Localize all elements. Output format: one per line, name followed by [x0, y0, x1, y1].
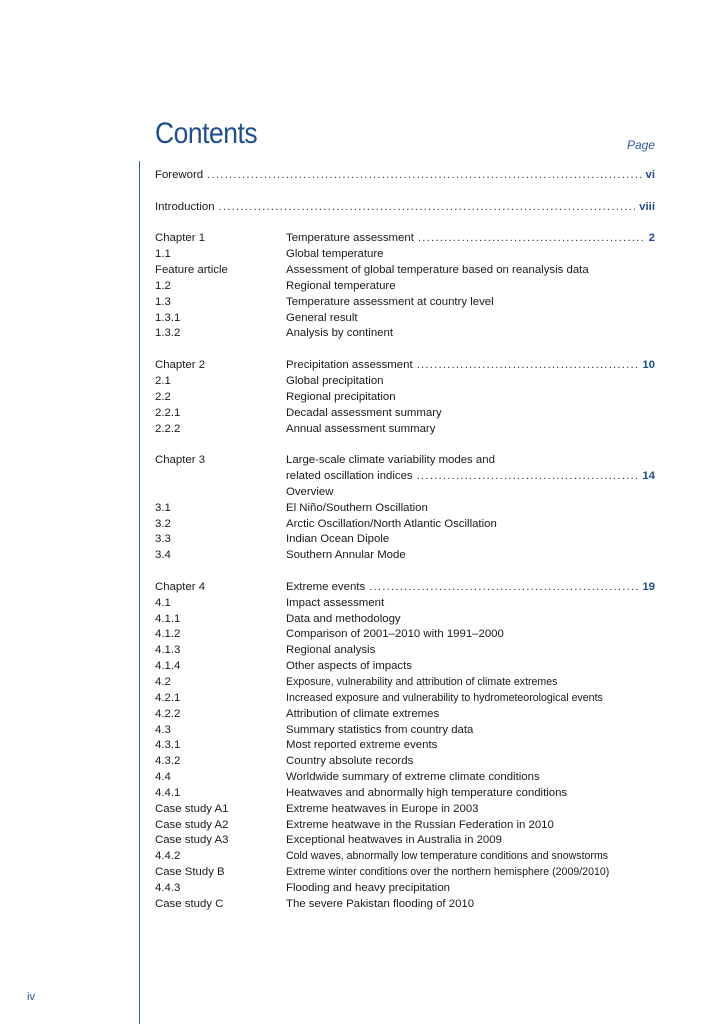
toc-section-number: 3.2	[155, 517, 171, 530]
toc-section-number: 4.4.1	[155, 786, 181, 799]
toc-chapter-title: Extreme events	[286, 580, 366, 593]
toc-section-entry[interactable]	[155, 311, 655, 327]
toc-page-number: viii	[639, 200, 655, 213]
toc-section-title: Extreme heatwaves in Europe in 2003	[286, 802, 479, 815]
toc-chapter-title: Precipitation assessment	[286, 359, 413, 372]
toc-section-number: 4.1.3	[155, 644, 181, 657]
folio-page-number: iv	[27, 991, 35, 1003]
dot-leader	[219, 200, 636, 216]
toc-section-number: 3.3	[155, 533, 171, 546]
toc-section-entry[interactable]	[155, 675, 655, 691]
toc-section-title: The severe Pakistan flooding of 2010	[286, 897, 475, 910]
toc-section-title: Temperature assessment at country level	[286, 295, 494, 308]
toc-section-entry[interactable]	[155, 786, 655, 802]
toc-section-entry[interactable]	[155, 485, 655, 501]
margin-rule	[139, 161, 140, 1024]
toc-section-entry[interactable]	[155, 897, 655, 913]
toc-section-entry[interactable]	[155, 770, 655, 786]
chapter-list	[155, 231, 655, 912]
toc-page-number: 2	[648, 232, 655, 245]
toc-section-entry[interactable]	[155, 707, 655, 723]
toc-section-entry[interactable]	[155, 422, 655, 438]
toc-section-title: General result	[286, 311, 358, 324]
toc-page-number: vi	[645, 169, 655, 181]
toc-chapter-heading-continued[interactable]	[155, 469, 655, 485]
toc-section-number: 4.4.3	[155, 881, 181, 894]
toc-section-number: Case study A1	[155, 802, 229, 815]
toc-section-entry[interactable]	[155, 295, 655, 311]
toc-section-number: 2.2	[155, 390, 171, 403]
toc-page-number: 19	[642, 580, 655, 593]
toc-chapter-number: Chapter 2	[155, 359, 206, 372]
toc-section-title: Other aspects of impacts	[286, 660, 412, 673]
dot-leader	[417, 469, 639, 485]
toc-section-title: Regional precipitation	[286, 390, 396, 403]
dot-leader	[418, 231, 645, 247]
toc-section-number: 3.4	[155, 549, 171, 562]
toc-section-entry[interactable]	[155, 596, 655, 612]
toc-section-entry[interactable]	[155, 548, 655, 564]
toc-section-number: 4.1.1	[155, 612, 181, 625]
toc-section-title: Decadal assessment summary	[286, 406, 442, 419]
toc-section-number: 1.3.2	[155, 327, 181, 340]
toc-section-entry[interactable]	[155, 643, 655, 659]
toc-section-title: Global temperature	[286, 248, 384, 261]
toc-section-number: 4.3.2	[155, 755, 181, 768]
toc-section-entry[interactable]	[155, 374, 655, 390]
toc-section-number: 4.4	[155, 771, 171, 784]
toc-section-number: 3.1	[155, 501, 171, 514]
toc-section-number: 1.3	[155, 295, 171, 308]
toc-section-title: Impact assessment	[286, 596, 385, 609]
toc-section-entry[interactable]	[155, 865, 655, 881]
toc-section-number: 4.1.4	[155, 660, 181, 673]
toc-section-entry[interactable]	[155, 754, 655, 770]
toc-section-entry[interactable]	[155, 691, 655, 707]
toc-section-entry[interactable]	[155, 881, 655, 897]
toc-chapter-title-line	[286, 358, 655, 374]
toc-section-title: Southern Annular Mode	[286, 549, 406, 562]
toc-section-entry[interactable]	[155, 501, 655, 517]
toc-entry-introduction[interactable]	[155, 200, 655, 216]
toc-section-title: Comparison of 2001–2010 with 1991–2000	[286, 628, 504, 641]
toc-section-entry[interactable]	[155, 627, 655, 643]
toc-section-title: Extreme winter conditions over the northern hemisphere (2009/2010)	[286, 866, 610, 879]
toc-section-entry[interactable]	[155, 406, 655, 422]
toc-section-number: 2.2.1	[155, 406, 181, 419]
toc-section-title: Regional temperature	[286, 279, 396, 292]
page-column-label: Page	[626, 138, 655, 152]
toc-chapter-title: Temperature assessment	[286, 232, 414, 245]
toc-section-entry[interactable]	[155, 818, 655, 834]
toc-section-number: 1.2	[155, 279, 171, 292]
toc-entry-title: Introduction	[155, 200, 215, 213]
toc-section-title: El Niño/Southern Oscillation	[286, 501, 428, 514]
toc-page-number: 14	[642, 470, 655, 483]
toc-entry-foreword[interactable]	[155, 168, 655, 184]
toc-section-title: Summary statistics from country data	[286, 723, 474, 736]
toc-chapter-title-line	[286, 469, 655, 485]
toc-section-number: 4.3	[155, 723, 171, 736]
toc-section-entry[interactable]	[155, 390, 655, 406]
toc-section-number: Case Study B	[155, 866, 225, 879]
toc-section-number: 2.2.2	[155, 422, 181, 435]
toc-section-number: Case study C	[155, 897, 224, 910]
toc-section-title: Cold waves, abnormally low temperature conditions and snowstorms	[286, 850, 609, 863]
toc-section-number: 4.1	[155, 596, 171, 609]
toc-section-entry[interactable]	[155, 532, 655, 548]
toc-section-number: 4.4.2	[155, 850, 181, 863]
toc-section-title: Exceptional heatwaves in Australia in 2009	[286, 834, 502, 847]
toc-section-title: Indian Ocean Dipole	[286, 533, 390, 546]
toc-section-number: 1.3.1	[155, 311, 181, 324]
toc-chapter-heading[interactable]	[155, 580, 655, 596]
toc-chapter-heading[interactable]	[155, 358, 655, 374]
toc-section-number: 4.3.1	[155, 739, 181, 752]
toc-chapter-title-line	[286, 580, 655, 596]
page-title: Contents	[155, 117, 258, 150]
toc-chapter-number: Chapter 1	[155, 232, 206, 245]
toc-section-entry[interactable]	[155, 517, 655, 533]
toc-section-entry[interactable]	[155, 659, 655, 675]
toc-section-number: 1.1	[155, 248, 171, 261]
toc-section-title: Worldwide summary of extreme climate conditions	[286, 771, 540, 784]
toc-section-title: Flooding and heavy precipitation	[286, 881, 451, 894]
toc-section-entry[interactable]	[155, 247, 655, 263]
toc-section-entry[interactable]	[155, 279, 655, 295]
toc-section-number: Case study A2	[155, 818, 229, 831]
toc-section-title: Analysis by continent	[286, 327, 394, 340]
dot-leader	[417, 358, 639, 374]
toc-chapter-heading[interactable]	[155, 231, 655, 247]
toc-section-title: Extreme heatwave in the Russian Federation in 2010	[286, 818, 554, 831]
toc-section-entry[interactable]	[155, 802, 655, 818]
toc-entry-title: Foreword	[155, 169, 204, 181]
dot-leader	[369, 580, 638, 596]
toc-section-number: 4.2.1	[155, 691, 181, 704]
dot-leader	[207, 168, 641, 184]
toc-section-title: Assessment of global temperature based on reanalysis data	[286, 264, 589, 277]
toc-section-number: 4.2	[155, 676, 171, 688]
toc-section-title: Heatwaves and abnormally high temperature conditions	[286, 786, 568, 799]
toc-section-entry[interactable]	[155, 833, 655, 849]
toc-section-entry[interactable]	[155, 738, 655, 754]
toc-section-entry[interactable]	[155, 263, 655, 279]
toc-section-title: Attribution of climate extremes	[286, 707, 440, 720]
toc-chapter-title: related oscillation indices	[286, 470, 413, 483]
toc-section-entry[interactable]	[155, 723, 655, 739]
toc-section-title: Exposure, vulnerability and attribution of climate extremes	[286, 676, 558, 688]
toc-section-number: 4.2.2	[155, 707, 181, 720]
toc-chapter-title: Large-scale climate variability modes and	[286, 454, 495, 467]
toc-section-title: Global precipitation	[286, 374, 384, 387]
toc-section-entry[interactable]	[155, 326, 655, 342]
toc-section-title: Country absolute records	[286, 755, 414, 768]
toc-section-title: Arctic Oscillation/North Atlantic Oscillation	[286, 517, 497, 530]
toc-section-number	[155, 485, 286, 501]
toc-chapter-heading[interactable]	[155, 453, 655, 469]
toc-chapter-number: Chapter 4	[155, 580, 206, 593]
toc-section-title: Most reported extreme events	[286, 739, 438, 752]
toc-section-entry[interactable]	[155, 849, 655, 865]
toc-chapter-number: Chapter 3	[155, 454, 206, 467]
toc-page-number: 10	[642, 359, 655, 372]
toc-section-title: Increased exposure and vulnerability to hydrometeorological events	[286, 691, 603, 704]
toc-section-number: 2.1	[155, 374, 171, 387]
toc-section-number: 4.1.2	[155, 628, 181, 641]
table-of-contents	[155, 168, 655, 913]
toc-section-title: Regional analysis	[286, 644, 376, 657]
toc-chapter-number-blank	[155, 469, 286, 485]
toc-chapter-title-line	[286, 231, 655, 247]
toc-section-title: Overview	[286, 485, 334, 498]
toc-section-title: Data and methodology	[286, 612, 401, 625]
toc-chapter-title-line	[286, 453, 655, 469]
toc-section-entry[interactable]	[155, 612, 655, 628]
toc-section-number: Feature article	[155, 264, 228, 277]
toc-section-title: Annual assessment summary	[286, 422, 436, 435]
toc-section-number: Case study A3	[155, 834, 229, 847]
